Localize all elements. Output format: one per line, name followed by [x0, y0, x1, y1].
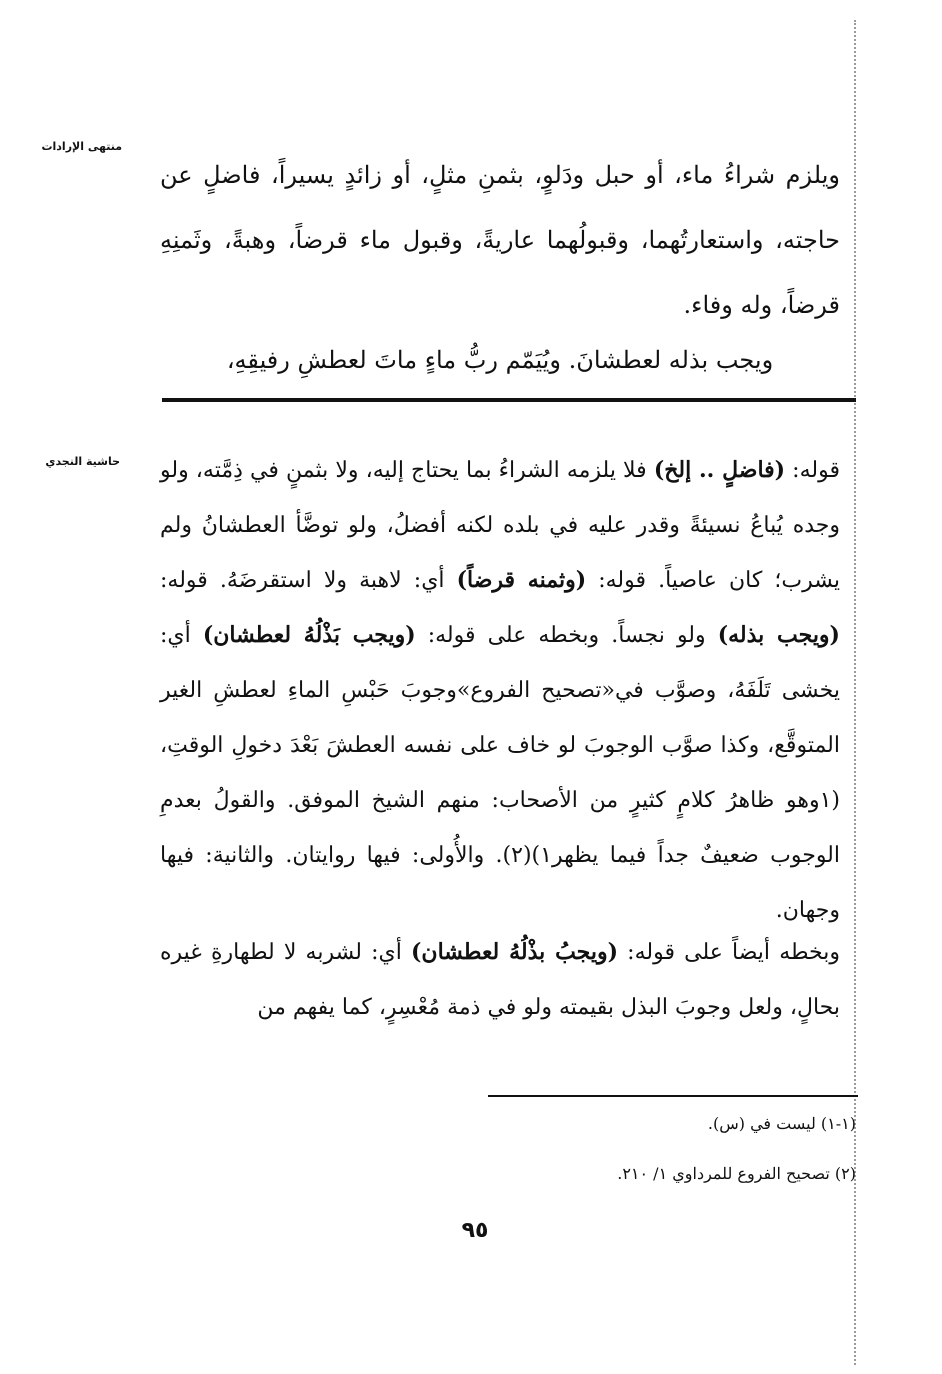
footnote-separator: [488, 1095, 858, 1097]
commentary-text: ولو نجساً. وبخطه على قوله:: [415, 623, 718, 648]
footnote-2: (٢) تصحيح الفروع للمرداوي ١/ ٢١٠.: [617, 1164, 856, 1183]
main-text-last-line: [160, 340, 840, 380]
commentary-text: أي: لشربه لا لطهارةِ غيره بحالٍ، ولعل وجوبَ البذل بقيمته ولو في ذمة مُعْسِرٍ، كما يفهم من: [160, 940, 840, 1020]
commentary-text: فلا يلزمه الشراءُ بما يحتاج إليه، ولا بثمنٍ في ذِمَّته، ولو وجده يُباعُ نسيئةً وقدر عليه في بلده لكنه أفضلُ، ولو توضَّأ العطشانُ ولم يشرب؛ كان عاصياً. قوله:: [160, 458, 840, 593]
commentary-p2: [160, 925, 840, 1035]
margin-label-source-title: منتهى الإرادات: [41, 140, 122, 153]
page-number: ٩٥: [461, 1218, 489, 1243]
footnote-1: (١-١) ليست في (س).: [707, 1114, 856, 1133]
commentary-paragraph-1: [160, 443, 840, 938]
commentary-p1: [160, 443, 840, 938]
commentary-paragraph-2: [160, 925, 840, 1035]
commentary-text: أي: لاهبة ولا استقرضَهُ. قوله:: [160, 568, 457, 593]
commentary-text: قوله:: [785, 458, 840, 483]
commentary-text: أي: يخشى تَلَفَهُ، وصوَّب في«تصحيح الفروع»وجوبَ حَبْسِ الماءِ لعطشِ الغير المتوقَّع، وكذا صوَّب الوجوبَ لو خاف على نفسه العطشَ بَعْدَ دخولِ الوقتِ، (١وهو ظاهرُ كلامٍ كثيرٍ من الأصحاب: منهم الشيخ الموفق. والقولُ بعدمِ الوجوب ضعيفٌ جداً فيما يظهر١)(٢). والأُولى: فيها روايتان. والثانية: فيها وجهان.: [160, 623, 840, 923]
quoted-term: (ويجب بَذْلُهُ لعطشان): [202, 622, 416, 648]
quoted-term: (ويجب بذله): [717, 622, 840, 648]
quoted-term: (وثمنه قرضاً): [456, 567, 587, 593]
margin-label-commentary: حاشية النجدي: [45, 455, 120, 468]
main-text-paragraph: ويلزم شراءُ ماء، أو حبل ودَلوٍ، بثمنِ مثلٍ، أو زائدٍ يسيراً، فاضلٍ عن حاجته، واستعارتُهما، وقبولُهما عاريةً، وقبول ماء قرضاً، وهبةً، وثَمنِهِ قرضاً، وله وفاء.: [160, 161, 840, 319]
section-divider: [162, 398, 856, 402]
quoted-term: (ويجبُ بذْلُهُ لعطشان): [411, 939, 619, 965]
quoted-term: (فاضلٍ .. إلخ): [653, 457, 786, 483]
commentary-text: وبخطه أيضاً على قوله:: [618, 940, 840, 965]
main-text: [160, 143, 840, 338]
main-text-last-line-content: ويجب بذله لعطشانَ. ويُيَمّم ربُّ ماءٍ ماتَ لعطشِ رفيقِهِ،: [226, 346, 774, 374]
